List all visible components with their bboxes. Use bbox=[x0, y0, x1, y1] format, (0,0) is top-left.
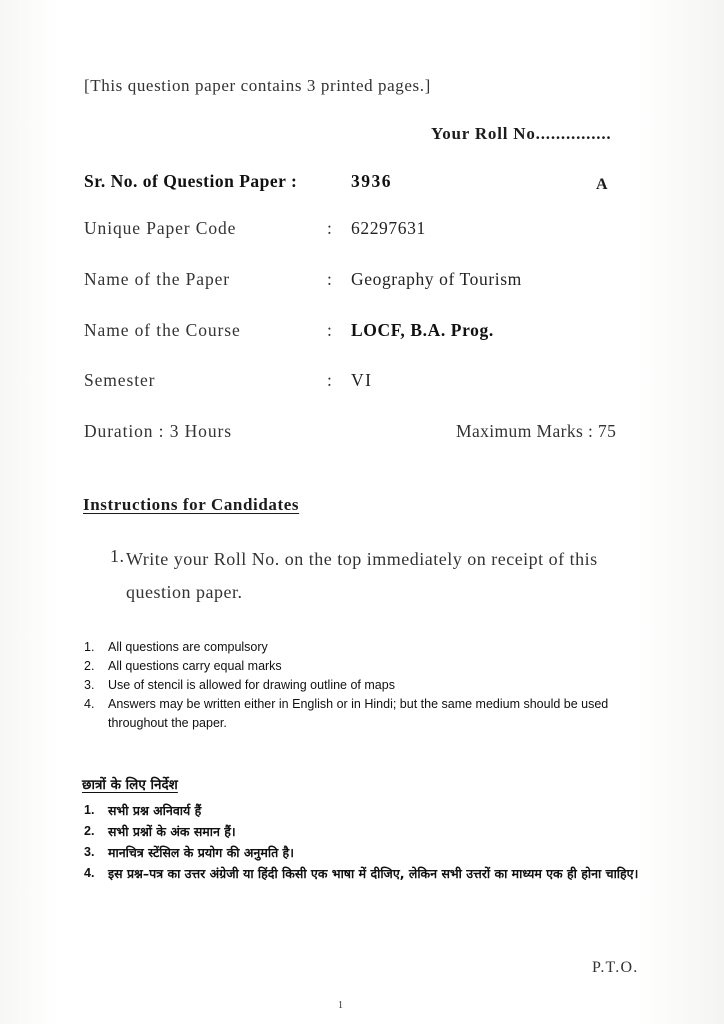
list-item-number: 3. bbox=[84, 845, 95, 859]
list-item bbox=[84, 676, 654, 695]
hindi-instructions-heading: छात्रों के लिए निर्देश bbox=[82, 777, 178, 793]
paper-code-colon: : bbox=[327, 218, 332, 238]
maximum-marks: Maximum Marks : 75 bbox=[456, 421, 617, 441]
list-item-text: Answers may be written either in English or in Hindi; but the same medium should be used throughout the paper. bbox=[108, 697, 609, 730]
list-item-number: 4. bbox=[84, 866, 95, 880]
list-item-number: 3. bbox=[84, 678, 95, 692]
paper-name-label: Name of the Paper bbox=[84, 269, 231, 289]
paper-code-value: 62297631 bbox=[351, 218, 426, 238]
paper-name-colon: : bbox=[327, 269, 332, 289]
serial-number-value: 3936 bbox=[351, 171, 392, 191]
semester-label: Semester bbox=[84, 370, 156, 390]
list-item bbox=[84, 638, 654, 657]
list-item bbox=[84, 800, 664, 821]
main-instruction-number: 1. bbox=[110, 546, 125, 566]
list-item-text: इस प्रश्न–पत्र का उत्तर अंग्रेजी या हिंदी किसी एक भाषा में दीजिए, लेकिन सभी उत्तरों का माध्यम एक ही होना चाहिए। bbox=[108, 866, 639, 881]
serial-number-label: Sr. No. of Question Paper : bbox=[84, 171, 298, 191]
page-number: 1 bbox=[338, 1000, 343, 1011]
list-item-text: मानचित्र स्टेंसिल के प्रयोग की अनुमति है। bbox=[108, 845, 294, 860]
please-turn-over: P.T.O. bbox=[592, 959, 639, 976]
list-item bbox=[84, 657, 654, 676]
list-item-text: Use of stencil is allowed for drawing outline of maps bbox=[108, 678, 395, 692]
main-instruction-text: Write your Roll No. on the top immediately on receipt of this question paper. bbox=[126, 549, 598, 602]
course-name-label: Name of the Course bbox=[84, 320, 241, 340]
list-item bbox=[84, 821, 664, 842]
paper-name-value: Geography of Tourism bbox=[351, 269, 522, 289]
header-note: [This question paper contains 3 printed pages.] bbox=[84, 76, 431, 95]
semester-colon: : bbox=[327, 370, 332, 390]
hindi-instructions-list bbox=[84, 800, 664, 884]
set-label: A bbox=[596, 176, 608, 193]
list-item-number: 1. bbox=[84, 803, 95, 817]
list-item-text: सभी प्रश्न अनिवार्य हैं bbox=[108, 803, 202, 818]
list-item-text: सभी प्रश्नों के अंक समान हैं। bbox=[108, 824, 236, 839]
list-item bbox=[84, 695, 654, 733]
paper-code-label: Unique Paper Code bbox=[84, 218, 237, 238]
list-item-number: 2. bbox=[84, 659, 95, 673]
course-name-colon: : bbox=[327, 320, 332, 340]
english-instructions-list bbox=[84, 638, 654, 733]
list-item bbox=[84, 842, 664, 863]
instructions-heading: Instructions for Candidates bbox=[83, 495, 300, 514]
course-name-value: LOCF, B.A. Prog. bbox=[351, 320, 494, 340]
list-item-text: All questions are compulsory bbox=[108, 640, 268, 654]
list-item-text: All questions carry equal marks bbox=[108, 659, 282, 673]
list-item-number: 4. bbox=[84, 697, 95, 711]
list-item-number: 1. bbox=[84, 640, 95, 654]
semester-value: VI bbox=[351, 370, 373, 390]
roll-number-field: Your Roll No............... bbox=[431, 124, 612, 143]
duration: Duration : 3 Hours bbox=[84, 421, 232, 441]
list-item bbox=[84, 863, 664, 884]
list-item-number: 2. bbox=[84, 824, 95, 838]
